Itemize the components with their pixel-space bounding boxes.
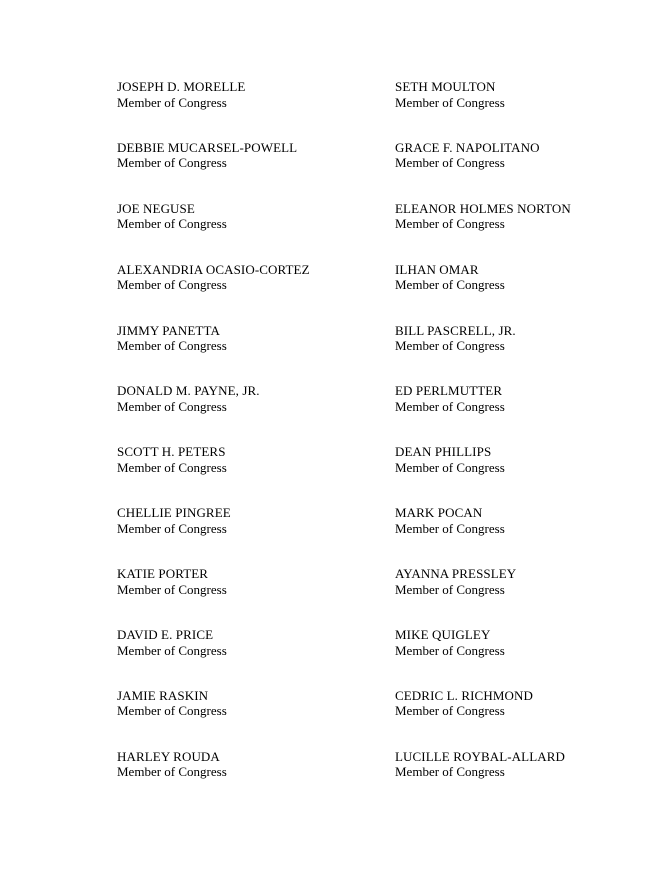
signatory-name: JAMIE RASKIN [117, 687, 209, 703]
signatory-name: MARK POCAN [395, 505, 483, 521]
signature-block [117, 627, 227, 658]
signature-block [117, 79, 245, 110]
signatory-name: BILL PASCRELL, JR. [395, 322, 516, 338]
signature-block [117, 140, 297, 171]
signatory-title: Member of Congress [117, 764, 227, 780]
signature-row [117, 262, 597, 323]
signature-row [117, 323, 597, 384]
signatory-title: Member of Congress [117, 216, 227, 232]
signatory-name: ILHAN OMAR [395, 261, 479, 277]
signatory-name: DEBBIE MUCARSEL-POWELL [117, 139, 298, 155]
signatory-title: Member of Congress [395, 216, 505, 232]
signatory-name: GRACE F. NAPOLITANO [395, 139, 540, 155]
signatory-title: Member of Congress [395, 94, 505, 110]
signature-block [117, 444, 227, 475]
signatory-title: Member of Congress [117, 642, 227, 658]
signature-row [117, 627, 597, 688]
signatory-title: Member of Congress [395, 764, 505, 780]
signature-row [117, 140, 597, 201]
signatory-name: HARLEY ROUDA [117, 748, 220, 764]
signatory-title: Member of Congress [117, 703, 227, 719]
signatory-name: JIMMY PANETTA [117, 322, 220, 338]
signatory-title: Member of Congress [117, 398, 227, 414]
signatory-title: Member of Congress [117, 459, 227, 475]
signatory-title: Member of Congress [117, 520, 227, 536]
signatory-title: Member of Congress [117, 581, 227, 597]
signature-block [395, 383, 505, 414]
signatory-title: Member of Congress [117, 338, 227, 354]
signatory-title: Member of Congress [117, 277, 227, 293]
signatory-title: Member of Congress [395, 459, 505, 475]
signature-block [395, 749, 565, 780]
signature-row [117, 566, 597, 627]
signature-block [395, 201, 571, 232]
signatory-name: KATIE PORTER [117, 566, 209, 582]
signatory-title: Member of Congress [395, 155, 505, 171]
signature-row [117, 201, 597, 262]
signatory-title: Member of Congress [395, 703, 505, 719]
signatory-name: CEDRIC L. RICHMOND [395, 687, 533, 703]
signature-block [117, 201, 227, 232]
signatory-name: ED PERLMUTTER [395, 383, 503, 399]
signatory-title: Member of Congress [395, 581, 505, 597]
signatory-name: ALEXANDRIA OCASIO-CORTEZ [117, 261, 310, 277]
signatory-title: Member of Congress [117, 155, 227, 171]
signatory-name: MIKE QUIGLEY [395, 627, 491, 643]
signature-row [117, 688, 597, 749]
signatory-name: ELEANOR HOLMES NORTON [395, 200, 571, 216]
signatory-title: Member of Congress [395, 277, 505, 293]
signatory-title: Member of Congress [395, 338, 505, 354]
signature-row [117, 444, 597, 505]
signatory-name: DAVID E. PRICE [117, 627, 214, 643]
signature-block [117, 566, 227, 597]
signatory-name: DONALD M. PAYNE, JR. [117, 383, 260, 399]
signature-block [117, 749, 227, 780]
signatory-name: CHELLIE PINGREE [117, 505, 231, 521]
signature-block [395, 627, 505, 658]
signature-block [395, 688, 533, 719]
signatory-name: JOE NEGUSE [117, 200, 195, 216]
signature-block [117, 688, 227, 719]
signatory-name: LUCILLE ROYBAL-ALLARD [395, 748, 565, 764]
signature-block [395, 566, 516, 597]
signature-block [395, 79, 505, 110]
signatory-name: SCOTT H. PETERS [117, 444, 226, 460]
signature-row [117, 383, 597, 444]
signatory-name: SETH MOULTON [395, 79, 496, 94]
signature-block [395, 262, 505, 293]
signature-block [117, 262, 310, 293]
signature-block [117, 323, 227, 354]
signature-block [395, 323, 516, 354]
signature-block [395, 140, 540, 171]
signatory-name: AYANNA PRESSLEY [395, 566, 517, 582]
signature-block [117, 505, 231, 536]
signatory-name: JOSEPH D. MORELLE [117, 79, 246, 94]
signature-block [395, 444, 505, 475]
signature-block [395, 505, 505, 536]
signatory-title: Member of Congress [395, 520, 505, 536]
signature-row [117, 79, 597, 140]
signature-block [117, 383, 260, 414]
signature-row [117, 505, 597, 566]
signatory-name: DEAN PHILLIPS [395, 444, 492, 460]
signatory-title: Member of Congress [117, 94, 227, 110]
signature-grid [117, 79, 597, 810]
signatory-title: Member of Congress [395, 642, 505, 658]
signatory-title: Member of Congress [395, 398, 505, 414]
signature-row [117, 749, 597, 810]
